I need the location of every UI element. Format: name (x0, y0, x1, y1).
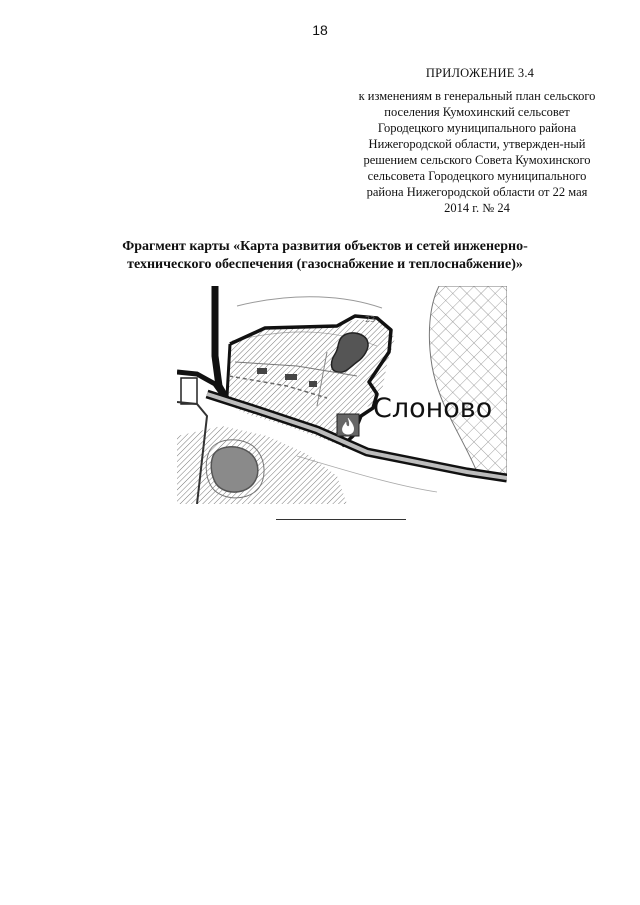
pond (211, 447, 258, 492)
appendix-text: к изменениям в генеральный план сельского поселения Кумохинский сельсовет Городецкого муниципального района Нижегородской области, утвержден-ный решением сельского Совета Кумохинского сельсовета Городецкого муниципального района Нижегородской области от 22 мая 2014 г. № 24 (358, 89, 596, 215)
footnote-separator (276, 519, 406, 520)
building (285, 374, 297, 380)
flame-icon (337, 414, 359, 436)
document-title: Фрагмент карты «Карта развития объектов и сетей инженерно- технического обеспечения (газоснабжение и теплоснабжение)» (122, 239, 528, 272)
building (257, 368, 267, 374)
page-number: 18 (312, 22, 328, 38)
settlement-label: Слоново (373, 393, 493, 424)
building (309, 381, 317, 387)
appendix-title: ПРИЛОЖЕНИЕ 3.4 (425, 66, 535, 80)
map-svg (177, 286, 507, 504)
contour-label: 23 (365, 315, 376, 324)
map-fragment (177, 286, 507, 504)
